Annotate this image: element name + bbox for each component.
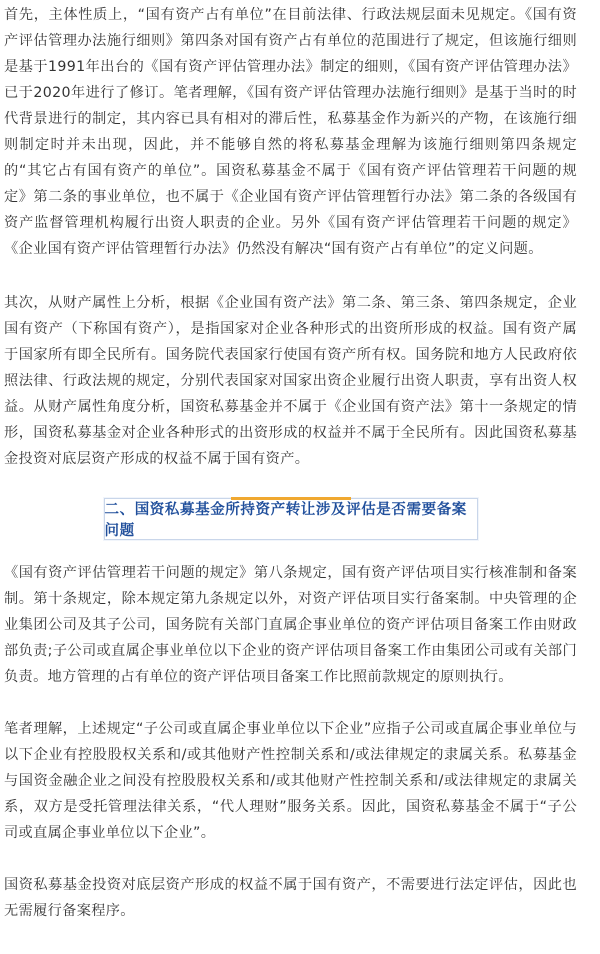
paragraph-conclusion: 国资私募基金投资对底层资产形成的权益不属于国有资产，不需要进行法定评估，因此也无需履行备案程序。	[4, 877, 577, 919]
paragraph-filing-rules: 《国有资产评估管理若干问题的规定》第八条规定，国有资产评估项目实行核准制和备案制。第十条规定，除本规定第九条规定以外，对资产评估项目实行备案制。中央管理的企业集团公司及其子公司，国务院有关部门直属企事业单位的资产评估项目备案工作由财政部负责;子公司或直属企事业单位以下企业的资产评估项目备案工作由集团公司或有关部门负责。地方管理的占有单位的资产评估项目备案工作比照前款规定的原则执行。	[4, 565, 577, 685]
paragraph-author-understanding: 笔者理解，上述规定“子公司或直属企事业单位以下企业”应指子公司或直属企事业单位与以下企业有控股股权关系和/或其他财产性控制关系和/或法律规定的隶属关系。私募基金与国资金融企业之间没有控股股权关系和/或其他财产性控制关系和/或法律规定的隶属关系，双方是受托管理法律关系，“代人理财”服务关系。因此，国资私募基金不属于“子公司或直属企事业单位以下企业”。	[4, 721, 577, 841]
paragraph-property-attribute: 其次，从财产属性上分析，根据《企业国有资产法》第二条、第三条、第四条规定，企业国有资产（下称国有资产），是指国家对企业各种形式的出资所形成的权益。国有资产属于国家所有即全民所有。国务院代表国家行使国有资产所有权。国务院和地方人民政府依照法律、行政法规的规定，分别代表国家对国家出资企业履行出资人职责，享有出资人权益。从财产属性角度分析，国资私募基金并不属于《企业国有资产法》第十一条规定的情形，国资私募基金对企业各种形式的出资形成的权益并不属于全民所有。因此国资私募基金投资对底层资产形成的权益不属于国有资产。	[4, 295, 577, 467]
article-body	[4, 0, 577, 924]
section-heading: 二、国资私募基金所持资产转让涉及评估是否需要备案问题	[104, 502, 467, 539]
section-heading-container	[4, 498, 577, 540]
paragraph-subject-nature: 首先，主体性质上，“国有资产占有单位”在目前法律、行政法规层面未见规定。《国有资产评估管理办法施行细则》第四条对国有资产占有单位的范围进行了规定，但该施行细则是基于1991年出台的《国有资产评估管理办法》制定的细则，《国有资产评估管理办法》已于2020年进行了修订。笔者理解，《国有资产评估管理办法施行细则》是基于当时的时代背景进行的制定，其内容已具有相对的滞后性，私募基金作为新兴的产物，在该施行细则制定时并未出现，因此，并不能够自然的将私募基金理解为该施行细则第四条规定的“其它占有国有资产的单位”。国资私募基金不属于《国有资产评估管理若干问题的规定》第二条的事业单位，也不属于《企业国有资产评估管理暂行办法》第二条的各级国有资产监督管理机构履行出资人职责的企业。另外《国有资产评估管理若干问题的规定》《企业国有资产评估管理暂行办法》仍然没有解决“国有资产占有单位”的定义问题。	[4, 7, 577, 257]
heading-accent-bar	[231, 497, 351, 500]
section-heading-box	[104, 498, 478, 540]
